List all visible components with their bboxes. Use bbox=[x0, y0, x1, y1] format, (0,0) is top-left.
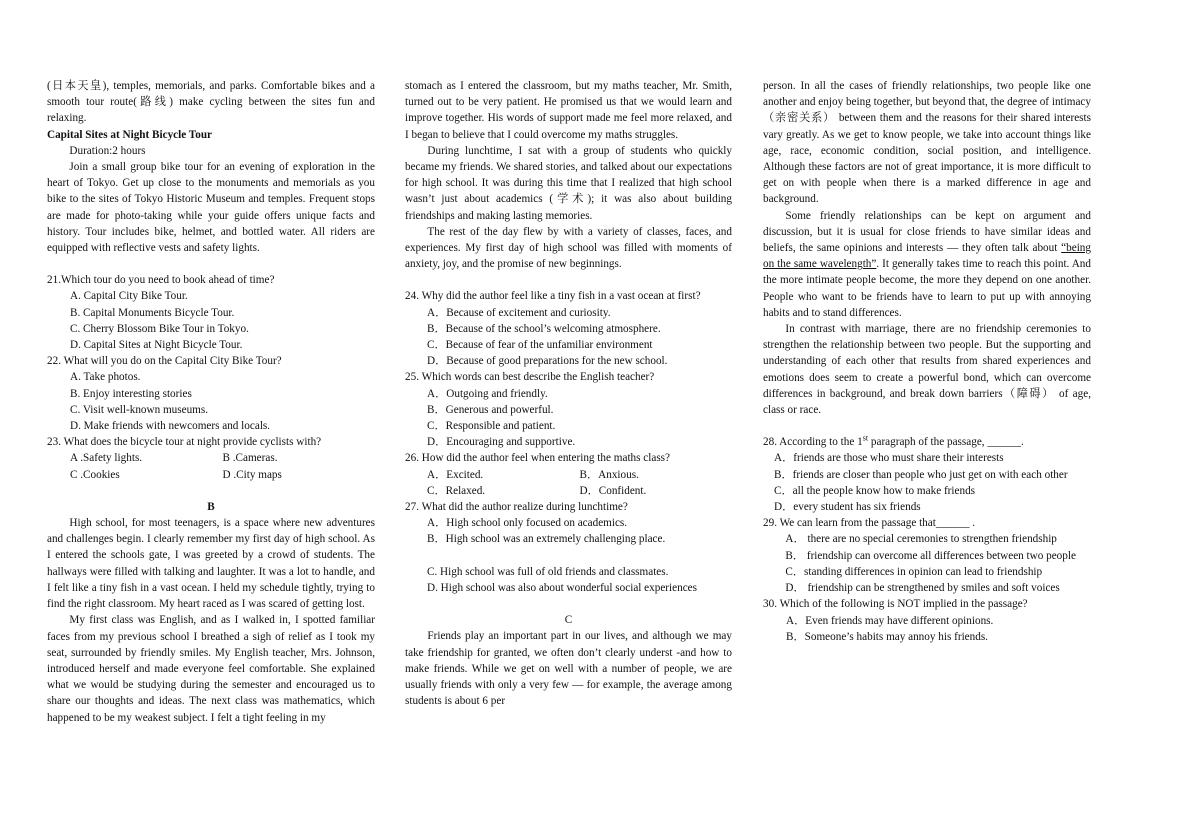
tour-title: Capital Sites at Night Bicycle Tour bbox=[47, 128, 213, 141]
tour-intro-text: (日本天皇), temples, memorials, and parks. Comfortable bikes and a smooth tour route(路线) make cycling between the sites fun and relaxing. bbox=[47, 80, 375, 125]
question-29: 29. We can learn from the passage that______ . bbox=[763, 517, 976, 530]
passage-c-continued: person. In all the cases of friendly relationships, two people like one another and enjoy being together, but beyond that, the degree of intimacy （亲密关系） between them and the reasons for their shared interests vary greatly. As we get to know people, we take into account things like age, race, economic condition, social position, and intelligence. Although these factors are not of great importance, it is more difficult to get on with people when there is a marked difference in age and background. bbox=[763, 80, 1091, 206]
q22-option-c: C. Visit well-known museums. bbox=[70, 403, 209, 416]
q21-option-b: B. Capital Monuments Bicycle Tour. bbox=[70, 306, 235, 319]
q29-option-d: D． friendship can be strengthened by smiles and soft voices bbox=[785, 582, 1060, 595]
question-27: 27. What did the author realize during lunchtime? bbox=[405, 501, 628, 514]
q24-option-d: D．Because of good preparations for the new school. bbox=[427, 355, 668, 368]
q26-options-row-1 bbox=[405, 467, 732, 483]
section-c-heading: C bbox=[564, 614, 573, 627]
q30-option-b: B．Someone’s habits may annoy his friends. bbox=[786, 630, 988, 643]
q29-option-c: C．standing differences in opinion can lead to friendship bbox=[785, 565, 1043, 578]
question-21: 21.Which tour do you need to book ahead of time? bbox=[47, 274, 275, 287]
p2-text-after: . It generally takes time to reach this point. And the more intimate people become, the more they depend on one another. People who want to be friends have to learn to put up with annoying habits and to stand differences. bbox=[763, 258, 1091, 319]
q28-superscript: st bbox=[862, 433, 869, 443]
q24-option-b: B．Because of the school’s welcoming atmosphere. bbox=[427, 322, 661, 335]
passage-b-continued: stomach as I entered the classroom, but my maths teacher, Mr. Smith, turned out to be very patient. He promised us that we would learn and improve together. His words of support made me feel more relaxed, and I began to believe that I could overcome my maths struggles. bbox=[405, 80, 732, 141]
q23-option-a: A .Safety lights. bbox=[70, 452, 143, 465]
q25-option-d: D．Encouraging and supportive. bbox=[427, 436, 576, 449]
q25-option-a: A．Outgoing and friendly. bbox=[427, 387, 548, 400]
q26-option-d: D．Confident. bbox=[579, 484, 647, 497]
q30-option-a: A．Even friends may have different opinions. bbox=[786, 614, 994, 627]
q28-option-c: C．all the people know how to make friends bbox=[774, 484, 976, 497]
question-28 bbox=[763, 434, 1091, 450]
q27-option-a: A．High school only focused on academics. bbox=[427, 517, 628, 530]
q25-option-c: C．Responsible and patient. bbox=[427, 420, 556, 433]
q23-options-row-1 bbox=[47, 450, 375, 466]
tour-duration: Duration:2 hours bbox=[69, 144, 146, 157]
q27-option-b: B．High school was an extremely challenging place. bbox=[427, 533, 666, 546]
passage-b-paragraph-rest: The rest of the day flew by with a variety of classes, faces, and experiences. My first day of high school was filled with moments of anxiety, joy, and the promise of new beginnings. bbox=[405, 225, 732, 271]
question-26: 26. How did the author feel when entering the maths class? bbox=[405, 452, 671, 465]
q21-option-d: D. Capital Sites at Night Bicycle Tour. bbox=[70, 339, 243, 352]
passage-b-paragraph-lunch: During lunchtime, I sat with a group of students who quickly became my friends. We shared stories, and talked about our expectations for high school. It was during this time that I realized that high school wasn’t just about academics (学术); it was also about building friendships and making lasting memories. bbox=[405, 144, 732, 222]
q28-option-b: B．friends are closer than people who just get on with each other bbox=[774, 468, 1068, 481]
q28-option-a: A．friends are those who must share their interests bbox=[774, 452, 1004, 465]
q28-text-end: paragraph of the passage, ______. bbox=[868, 436, 1024, 449]
passage-c-paragraph-3: In contrast with marriage, there are no friendship ceremonies to strengthen the relationship between two people. But the supporting and understanding of each other that results from shared experiences and emotions does seem to create a powerful bond, which can overcome differences in background, and break down barriers（障碍） of age, class or race. bbox=[763, 323, 1091, 417]
passage-b-paragraph-1: High school, for most teenagers, is a space where new adventures and challenges begin. I clearly remember my first day of high school. As I entered the schools gate, I was greeted by a crowd of students. The hallways were filled with talking and laughter. It was a lot to handle, and I felt like a tiny fish in a vast ocean. I held my schedule tightly, trying to find the right classroom. My heart raced as I was scared of getting lost. bbox=[47, 517, 375, 611]
question-22: 22. What will you do on the Capital City Bike Tour? bbox=[47, 355, 282, 368]
q26-options-row-2 bbox=[405, 483, 732, 499]
question-25: 25. Which words can best describe the English teacher? bbox=[405, 371, 655, 384]
question-24: 24. Why did the author feel like a tiny fish in a vast ocean at first? bbox=[405, 290, 701, 303]
column-right bbox=[763, 78, 1091, 645]
q29-option-b: B． friendship can overcome all differences between two people bbox=[785, 549, 1076, 562]
q23-option-b: B .Cameras. bbox=[222, 452, 278, 465]
q27-option-c: C. High school was full of old friends and classmates. bbox=[427, 565, 669, 578]
q23-option-d: D .City maps bbox=[222, 468, 282, 481]
q22-option-a: A. Take photos. bbox=[70, 371, 141, 384]
q26-option-a: A．Excited. bbox=[427, 468, 484, 481]
passage-b-paragraph-2: My first class was English, and as I walked in, I spotted familiar faces from my previous school I breathed a sigh of relief as I took my seat, surrounded by friendly smiles. My English teacher, Mrs. Johnson, introduced herself and made everyone feel comfortable. She explained what we would be studying during the semester and encouraged us to share our thoughts and ideas. The next class was mathematics, which happened to be my weakest subject. I felt a tight feeling in my bbox=[47, 614, 375, 724]
question-30: 30. Which of the following is NOT implied in the passage? bbox=[763, 598, 1028, 611]
q27-option-d: D. High school was also about wonderful social experiences bbox=[427, 581, 697, 594]
p2-text-before: Some friendly relationships can be kept on argument and discussion, but it is usual for close friends to have similar ideas and beliefs, the same opinions and interests — they often talk about bbox=[763, 209, 1091, 255]
passage-c-paragraph-1: Friends play an important part in our lives, and although we may take friendship for granted, we often don’t clearly underst -and how to make friends. While we get on well with a number of people, we are usually friends with only a very few — for example, the average among students is about 6 per bbox=[405, 630, 732, 708]
column-middle bbox=[405, 78, 732, 709]
q26-option-c: C．Relaxed. bbox=[427, 484, 486, 497]
wavelength-phrase: “being on the same wavelength” bbox=[763, 242, 1091, 271]
q21-option-a: A. Capital City Bike Tour. bbox=[70, 290, 188, 303]
q25-option-b: B．Generous and powerful. bbox=[427, 403, 554, 416]
q28-option-d: D．every student has six friends bbox=[774, 501, 921, 514]
passage-c-paragraph-2 bbox=[763, 208, 1091, 321]
q21-option-c: C. Cherry Blossom Bike Tour in Tokyo. bbox=[70, 322, 249, 335]
tour-description: Join a small group bike tour for an evening of exploration in the heart of Tokyo. Get up close to the monuments and memorials as you bike to the sites of Tokyo Historic Museum and temples. Frequent stops are made for photo-taking while your guide offers unique facts and history. Tour includes bike, helmet, and bottled water. All riders are equipped with reflective vests and safety lights. bbox=[47, 161, 375, 255]
question-23: 23. What does the bicycle tour at night provide cyclists with? bbox=[47, 436, 322, 449]
q22-option-b: B. Enjoy interesting stories bbox=[70, 387, 192, 400]
q23-options-row-2 bbox=[47, 467, 375, 483]
section-b-heading: B bbox=[207, 500, 215, 513]
column-left bbox=[47, 78, 375, 726]
q24-option-c: C．Because of fear of the unfamiliar environment bbox=[427, 339, 653, 352]
q22-option-d: D. Make friends with newcomers and locals. bbox=[70, 420, 271, 433]
q29-option-a: A． there are no special ceremonies to strengthen friendship bbox=[785, 533, 1057, 546]
q28-text: 28. According to the 1 bbox=[763, 436, 863, 449]
q26-option-b: B．Anxious. bbox=[579, 468, 639, 481]
q23-option-c: C .Cookies bbox=[70, 468, 120, 481]
q24-option-a: A．Because of excitement and curiosity. bbox=[427, 306, 611, 319]
